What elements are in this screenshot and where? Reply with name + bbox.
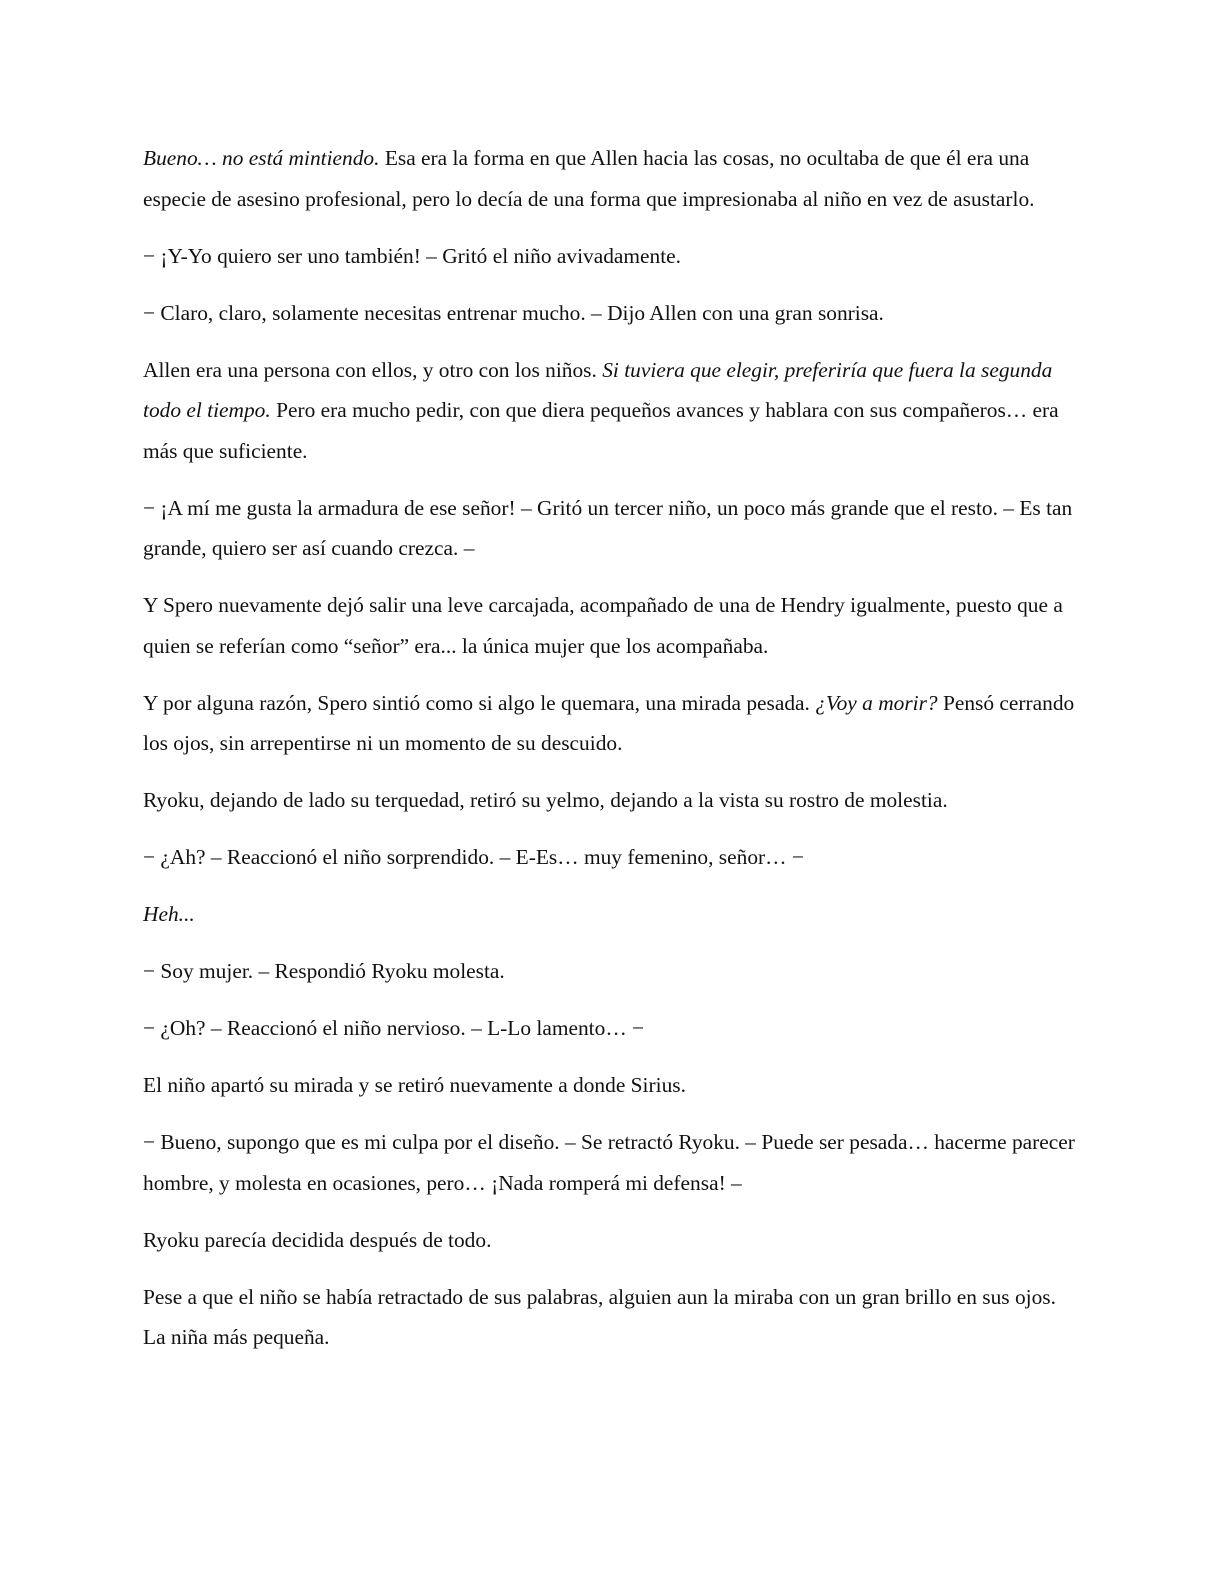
body-text: − Bueno, supongo que es mi culpa por el diseño. – Se retractó Ryoku. – Puede ser pesada… hacerme parecer hombre, y molesta en ocasiones, pero… ¡Nada romperá mi defensa! – (143, 1130, 1075, 1195)
paragraph (143, 488, 1083, 569)
body-text: Y por alguna razón, Spero sintió como si algo le quemara, una mirada pesada. (143, 690, 816, 715)
paragraph (143, 585, 1083, 666)
paragraph (143, 1008, 1083, 1049)
paragraph (143, 894, 1083, 935)
italic-text: Bueno… no está mintiendo. (143, 146, 380, 170)
paragraph (143, 138, 1083, 219)
italic-text: ¿Voy a morir? (815, 690, 938, 715)
body-text: Pensó cerrando los ojos, sin arrepentirse ni un momento de su descuido. (143, 690, 1075, 755)
paragraph (143, 236, 1083, 277)
italic-text: Heh... (143, 902, 195, 926)
body-text: − ¡Y-Yo quiero ser uno también! – Gritó el niño avivadamente. (143, 243, 682, 268)
paragraph (143, 1277, 1083, 1358)
body-text: Y Spero nuevamente dejó salir una leve carcajada, acompañado de una de Hendry igualmente, puesto que a quien se referían como “señor” era... la única mujer que los acompañaba. (143, 593, 1063, 658)
paragraph (143, 1065, 1083, 1106)
paragraph (143, 683, 1083, 764)
paragraph (143, 837, 1083, 878)
body-text: − Claro, claro, solamente necesitas entrenar mucho. – Dijo Allen con una gran sonrisa. (143, 300, 884, 325)
paragraph (143, 293, 1083, 334)
body-text: Allen era una persona con ellos, y otro con los niños. (143, 357, 603, 382)
paragraph (143, 350, 1083, 472)
body-text: − ¿Ah? – Reaccionó el niño sorprendido. – E-Es… muy femenino, señor… − (143, 845, 804, 869)
paragraph (143, 951, 1083, 992)
paragraph (143, 780, 1083, 821)
body-text: Esa era la forma en que Allen hacia las cosas, no ocultaba de que él era una especie de asesino profesional, pero lo decía de una forma que impresionaba al niño en vez de asustarlo. (143, 146, 1035, 211)
paragraph (143, 1122, 1083, 1203)
body-text: Pero era mucho pedir, con que diera pequeños avances y hablara con sus compañeros… era más que suficiente. (143, 398, 1059, 463)
body-text: El niño apartó su mirada y se retiró nuevamente a donde Sirius. (143, 1073, 686, 1097)
body-text: − ¿Oh? – Reaccionó el niño nervioso. – L-Lo lamento… − (143, 1016, 645, 1040)
body-text: − ¡A mí me gusta la armadura de ese señor! – Gritó un tercer niño, un poco más grande que el resto. – Es tan grande, quiero ser así cuando crezca. – (143, 495, 1073, 560)
body-text: Pese a que el niño se había retractado de sus palabras, alguien aun la miraba con un gran brillo en sus ojos. La niña más pequeña. (143, 1284, 1056, 1349)
body-text: Ryoku parecía decidida después de todo. (143, 1227, 492, 1252)
document-body (143, 138, 1083, 1374)
body-text: − Soy mujer. – Respondió Ryoku molesta. (143, 959, 505, 983)
body-text: Ryoku, dejando de lado su terquedad, retiró su yelmo, dejando a la vista su rostro de molestia. (143, 788, 948, 812)
paragraph (143, 1220, 1083, 1261)
italic-text: Si tuviera que elegir, preferiría que fuera la segunda todo el tiempo. (143, 357, 1053, 422)
